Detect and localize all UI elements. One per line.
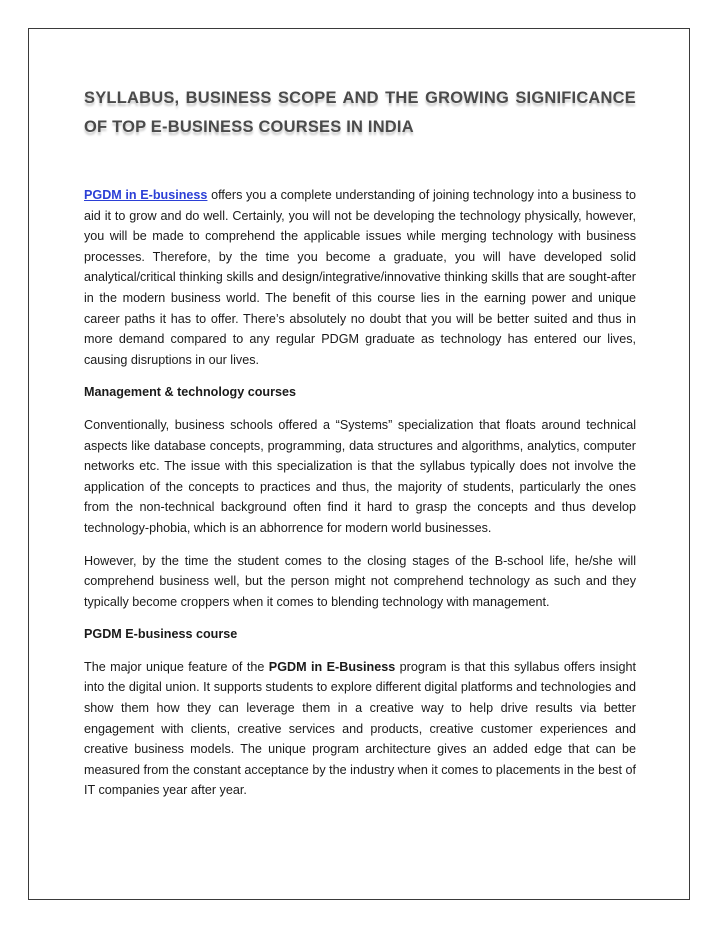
section-heading-pgdm: PGDM E-business course (84, 627, 238, 642)
pgdm-bold-text: PGDM in E-Business (268, 659, 396, 674)
management-paragraph-1: Conventionally, business schools offered a “Systems” specialization that floats around technical aspects like database concepts, programming, data structures and algorithms, analytics, computer networks etc. The issue with this specialization is that the syllabus typically does not involve the application of the concepts to practices and thus, the majority of students, particularly the ones from the non-technical background often find it hard to grasp the concepts and thus develop technology-phobia, which is an abhorrence for modern world businesses. (84, 417, 636, 535)
pgdm-lead-text: The major unique feature of the (84, 659, 269, 674)
intro-paragraph (84, 185, 636, 370)
pgdm-text: program is that this syllabus offers insight into the digital union. It supports students to explore different digital platforms and technologies and show them how they can leverage them in a creative way to help drive results via better engagement with clients, creative services and products, creative customer experiences and creative business models. The unique program architecture gives an added edge that can be measured from the constant acceptance by the industry when it comes to placements in the best of IT companies year after year. (84, 659, 636, 798)
pgdm-e-business-link[interactable]: PGDM in E-business (84, 188, 208, 202)
management-paragraph-2: However, by the time the student comes to the closing stages of the B-school life, he/she will comprehend business well, but the person might not comprehend technology as such and they typically become croppers when it comes to blending technology with management. (84, 553, 636, 609)
intro-text: offers you a complete understanding of joining technology into a business to aid it to grow and do well. Certainly, you will not be developing the technology physically, however, you will be made to comprehend the applicable issues while merging technology with business processes. Therefore, by the time you become a graduate, you will have developed solid analytical/critical thinking skills and design/integrative/innovative thinking skills that are sought-after in the modern business world. The benefit of this course lies in the earning power and unique career paths it has to offer. There’s absolutely no doubt that you will be better suited and thus in more demand compared to any regular PDGM graduate as technology has entered our lives, causing disruptions in our lives. (84, 188, 636, 367)
pgdm-paragraph (84, 657, 636, 801)
document-body (84, 185, 636, 813)
document-title: SYLLABUS, BUSINESS SCOPE AND THE GROWING SIGNIFICANCE OF TOP E-BUSINESS COURSES IN INDIA (84, 89, 636, 136)
section-heading-management: Management & technology courses (84, 385, 297, 400)
